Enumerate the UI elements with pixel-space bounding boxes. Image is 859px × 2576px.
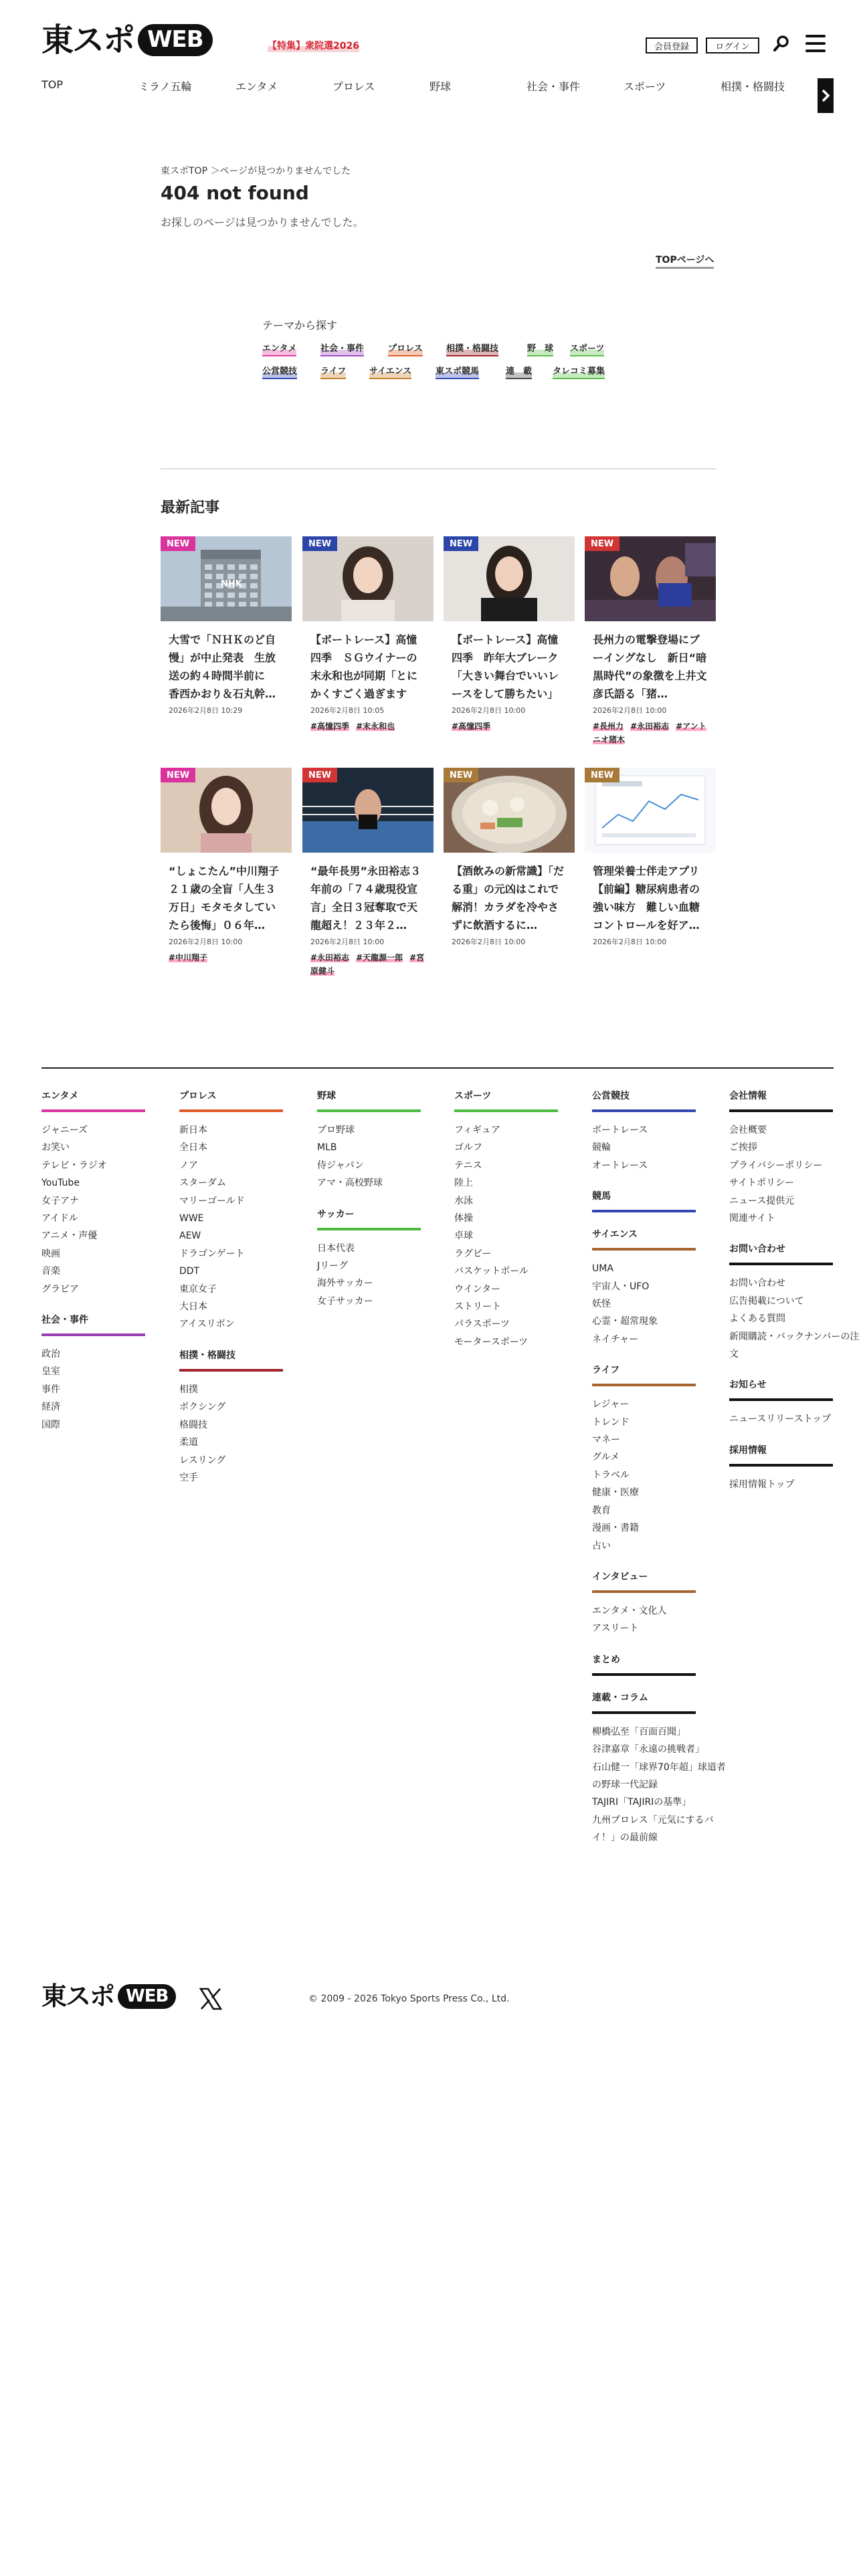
footer-link[interactable]: Jリーグ — [317, 1261, 349, 1272]
footer-link[interactable]: サイトポリシー — [729, 1178, 795, 1189]
article-thumbnail-wrap[interactable] — [444, 536, 575, 621]
article-tags — [452, 720, 567, 733]
article-date: 2026年2月8日 10:00 — [452, 938, 526, 946]
footer-link[interactable]: 経済 — [41, 1402, 60, 1413]
article-title[interactable]: “しょこたん”中川翔子２１歳の全盲「人生３万日」モタモタしていたら後悔」０６年… — [169, 865, 280, 932]
footer-link[interactable]: 女子サッカー — [317, 1295, 373, 1307]
register-button[interactable]: 会員登録 — [646, 37, 698, 53]
nav-item-entertainment[interactable]: エンタメ — [235, 80, 278, 93]
footer-logo-web-badge: WEB — [118, 1984, 176, 2009]
footer-link[interactable]: テレビ・ラジオ — [41, 1160, 107, 1171]
footer-link[interactable]: マネー — [592, 1434, 620, 1446]
theme-tag[interactable]: 東スポ競馬 — [436, 364, 479, 379]
footer-heading[interactable]: エンタメ — [41, 1089, 145, 1112]
new-badge: NEW — [302, 768, 337, 782]
footer-heading[interactable]: 公営競技 — [592, 1089, 696, 1112]
footer-link[interactable]: ストリート — [454, 1301, 501, 1313]
footer-link[interactable]: 会社概要 — [729, 1125, 767, 1136]
site-header — [0, 0, 859, 74]
footer-link[interactable]: ボクシング — [179, 1402, 226, 1413]
theme-tag[interactable]: 連 載 — [506, 364, 532, 379]
theme-tag[interactable]: 相撲・格闘技 — [446, 341, 498, 356]
footer-link-list — [729, 1476, 859, 1493]
footer-link-list — [317, 1121, 451, 1192]
site-logo[interactable] — [41, 21, 213, 59]
footer-link[interactable]: アスリート — [592, 1623, 639, 1634]
article-thumbnail-wrap[interactable] — [444, 768, 575, 853]
article-date: 2026年2月8日 10:00 — [452, 706, 526, 715]
footer-link[interactable]: プライバシーポリシー — [729, 1160, 823, 1171]
footer-link[interactable]: 東京女子 — [179, 1283, 217, 1295]
login-button[interactable]: ログイン — [706, 37, 759, 53]
article-date: 2026年2月8日 10:00 — [169, 938, 243, 946]
logo-web-badge: WEB — [138, 24, 213, 56]
footer-link[interactable]: トレンド — [592, 1416, 630, 1428]
footer-link[interactable]: 全日本 — [179, 1142, 207, 1154]
footer-link[interactable]: 音楽 — [41, 1266, 60, 1277]
article-title[interactable]: 【ボートレース】高憧四季 ＳＧウイナーの末永和也が同期「とにかくすごく過ぎます — [310, 633, 418, 700]
article-title[interactable]: 【ボートレース】高憧四季 昨年大ブレーク「大きい舞台でいいレースをして勝ちたい」 — [452, 633, 559, 700]
nav-item-pro-wrestling[interactable]: プロレス — [332, 80, 375, 93]
footer-link[interactable]: 国際 — [41, 1419, 60, 1430]
footer-link-list — [592, 1396, 726, 1555]
footer-link[interactable]: お問い合わせ — [729, 1278, 785, 1289]
article-tag[interactable]: #アントニオ猪木 — [593, 722, 706, 745]
article-card[interactable] — [585, 768, 716, 947]
footer-column — [454, 1089, 588, 1366]
footer-logo-text: 東スポ — [41, 1981, 114, 2011]
theme-tag[interactable]: スポーツ — [570, 341, 604, 356]
footer-link-list — [317, 1240, 451, 1311]
special-feature-link[interactable]: 【特集】衆院選2026 — [268, 39, 359, 52]
article-tag[interactable]: #高憧四季 — [310, 722, 350, 731]
footer-link[interactable]: WWE — [179, 1213, 204, 1224]
footer-link[interactable]: スターダム — [179, 1178, 226, 1189]
latest-articles-title: 最新記事 — [161, 500, 220, 516]
footer-link[interactable]: ウインター — [454, 1283, 501, 1295]
article-date: 2026年2月8日 10:05 — [310, 706, 385, 715]
footer-heading[interactable]: 会社情報 — [729, 1089, 833, 1112]
footer-link[interactable]: YouTube — [41, 1178, 80, 1189]
footer-heading[interactable]: サイエンス — [592, 1227, 696, 1251]
new-badge: NEW — [585, 768, 619, 782]
footer-heading[interactable]: お問い合わせ — [729, 1242, 833, 1265]
footer-link[interactable]: パラスポーツ — [454, 1319, 510, 1330]
theme-tag[interactable]: 公営競技 — [262, 364, 297, 379]
footer-link[interactable]: 谷津嘉章「永遠の挑戦者」 — [592, 1744, 704, 1755]
article-card[interactable] — [585, 536, 716, 747]
footer-link[interactable]: 大日本 — [179, 1301, 207, 1313]
footer-column — [729, 1089, 859, 1508]
footer-link[interactable]: 心霊・超常現象 — [592, 1316, 658, 1327]
article-title[interactable]: 大雪で「ＮＨＫのど自慢」が中止発表 生放送の約４時間半前に 香西かおり＆石丸幹… — [169, 633, 276, 700]
footer-link[interactable]: 空手 — [179, 1472, 198, 1483]
article-card[interactable] — [161, 768, 292, 964]
footer-link[interactable]: 相撲 — [179, 1384, 198, 1395]
footer-heading[interactable]: ライフ — [592, 1363, 696, 1386]
article-date: 2026年2月8日 10:29 — [169, 706, 243, 715]
footer-column — [41, 1089, 175, 1448]
footer-link[interactable]: ノア — [179, 1160, 198, 1171]
new-badge: NEW — [444, 536, 478, 551]
nav-item-baseball[interactable]: 野球 — [430, 80, 452, 93]
new-badge: NEW — [585, 536, 619, 551]
footer-heading[interactable]: サッカー — [317, 1207, 421, 1230]
footer-heading[interactable]: インタビュー — [592, 1570, 696, 1593]
footer-link[interactable]: アイドル — [41, 1213, 78, 1224]
footer-link[interactable]: 柳橋弘至「百面百聞」 — [592, 1726, 686, 1737]
theme-tag[interactable]: 社会・事件 — [320, 341, 364, 356]
copyright: © 2009 - 2026 Tokyo Sports Press Co., Ltd. — [308, 1994, 510, 2004]
footer-link[interactable]: 皇室 — [41, 1366, 60, 1378]
footer-link[interactable]: 採用情報トップ — [729, 1479, 795, 1490]
article-tag[interactable]: #永田裕志 — [630, 722, 670, 731]
nav-item-sumo[interactable]: 相撲・格闘技 — [721, 80, 785, 93]
footer-link[interactable]: ネイチャー — [592, 1333, 639, 1345]
theme-tag[interactable]: エンタメ — [262, 341, 296, 356]
footer-link[interactable]: TAJIRI「TAJIRIの基準」 — [592, 1797, 692, 1808]
footer-column — [179, 1089, 313, 1501]
footer-link[interactable]: テニス — [454, 1160, 482, 1171]
article-tag[interactable]: #天龍源一郎 — [356, 953, 403, 962]
article-title[interactable]: 長州力の電撃登場にブーイングなし 新日“暗黒時代”の象徴を上井文彦氏語る「猪… — [593, 633, 707, 700]
footer-heading[interactable]: 野球 — [317, 1089, 421, 1112]
footer-link[interactable]: アニメ・声優 — [41, 1230, 98, 1242]
footer-link-list — [179, 1121, 313, 1333]
article-tags — [310, 951, 425, 978]
footer-link[interactable]: 事件 — [41, 1384, 60, 1395]
nav-item-top[interactable]: TOP — [41, 78, 64, 91]
article-tags — [310, 720, 425, 733]
search-icon[interactable] — [773, 35, 790, 52]
footer-link[interactable]: 占い — [592, 1540, 611, 1551]
footer-link-list — [179, 1381, 313, 1487]
theme-section-title: テーマから探す — [262, 319, 338, 332]
footer-link[interactable]: プロ野球 — [317, 1125, 355, 1136]
footer-link[interactable]: マリーゴールド — [179, 1195, 245, 1206]
article-tag[interactable]: #長州力 — [593, 722, 624, 731]
footer-link[interactable]: 日本代表 — [317, 1243, 355, 1254]
footer-link[interactable]: DDT — [179, 1266, 200, 1277]
article-tags — [169, 951, 284, 964]
article-card[interactable] — [161, 536, 292, 716]
error-message: お探しのページは見つかりませんでした。 — [161, 216, 364, 229]
new-badge: NEW — [161, 768, 195, 782]
article-title[interactable]: 【酒飲みの新常識】「だる重」の元凶はこれで解消！カラダを冷やさずに飲酒するに… — [452, 865, 565, 932]
article-tag[interactable]: #宮原健斗 — [310, 953, 425, 976]
article-tags — [593, 720, 708, 747]
nav-item-olympics[interactable]: ミラノ五輪 — [138, 80, 192, 93]
footer-link[interactable]: 妖怪 — [592, 1299, 611, 1310]
hamburger-menu-icon[interactable] — [805, 35, 826, 52]
theme-tag[interactable]: サイエンス — [369, 364, 411, 379]
footer-heading[interactable]: お知らせ — [729, 1378, 833, 1401]
footer-heading[interactable]: 連載・コラム — [592, 1691, 696, 1714]
footer-link[interactable]: 新聞購読・バックナンバーの注文 — [729, 1331, 859, 1360]
footer-heading[interactable]: 競馬 — [592, 1189, 696, 1212]
footer-link[interactable]: 競輪 — [592, 1142, 611, 1154]
article-title[interactable]: “最年長男”永田裕志３年前の「７４歳現役宣言」全日３冠奪取で天龍超え！２３年２… — [310, 865, 421, 932]
footer-link[interactable]: レスリング — [179, 1455, 226, 1466]
article-thumbnail-wrap[interactable] — [161, 536, 292, 621]
footer-heading[interactable]: 社会・事件 — [41, 1313, 145, 1336]
footer-link[interactable]: 広告掲載について — [729, 1295, 804, 1307]
footer-link[interactable]: 健康・医療 — [592, 1487, 639, 1499]
nav-item-society[interactable]: 社会・事件 — [527, 80, 581, 93]
footer-link[interactable]: 柔道 — [179, 1437, 198, 1448]
footer-link-list — [729, 1275, 859, 1363]
footer-heading[interactable]: 相撲・格闘技 — [179, 1348, 283, 1372]
footer-link-list — [729, 1121, 859, 1227]
footer-link[interactable]: ジャニーズ — [41, 1125, 88, 1136]
chevron-right-icon — [821, 89, 830, 102]
article-thumbnail-wrap[interactable] — [585, 536, 716, 621]
article-date: 2026年2月8日 10:00 — [593, 706, 667, 715]
theme-tag[interactable]: ライフ — [320, 364, 346, 379]
footer-link-list — [454, 1121, 588, 1351]
footer-link[interactable]: グルメ — [592, 1452, 620, 1463]
footer-heading[interactable]: プロレス — [179, 1089, 283, 1112]
footer-link[interactable]: 体操 — [454, 1213, 473, 1224]
footer-link[interactable]: 関連サイト — [729, 1213, 776, 1224]
footer-link[interactable]: ご挨拶 — [729, 1142, 757, 1154]
footer-divider — [41, 1067, 834, 1069]
footer-link[interactable]: ニュースリリーストップ — [729, 1414, 832, 1425]
footer-logo[interactable] — [41, 1983, 176, 2009]
footer-link-list — [592, 1602, 726, 1638]
article-thumbnail-wrap[interactable] — [161, 768, 292, 853]
footer-heading[interactable]: スポーツ — [454, 1089, 558, 1112]
footer-link[interactable]: ラグビー — [454, 1248, 492, 1259]
section-divider — [161, 468, 716, 469]
footer-link[interactable]: モータースポーツ — [454, 1336, 529, 1348]
footer-link[interactable]: ボートレース — [592, 1125, 648, 1136]
page-title: 404 not found — [161, 182, 309, 204]
svg-text:NHK: NHK — [221, 579, 242, 589]
footer-link[interactable]: オートレース — [592, 1160, 648, 1171]
x-social-icon[interactable] — [199, 1988, 222, 2010]
footer-link-list — [592, 1260, 726, 1348]
footer-link[interactable]: 政治 — [41, 1349, 60, 1360]
global-nav — [41, 78, 818, 113]
footer-link[interactable]: 映画 — [41, 1248, 60, 1259]
theme-tag[interactable]: 野 球 — [527, 341, 553, 356]
footer-link-list — [592, 1121, 726, 1174]
article-tag[interactable]: #中川翔子 — [169, 953, 208, 962]
footer-link-list — [41, 1121, 175, 1298]
footer-link[interactable]: 侍ジャパン — [317, 1160, 364, 1171]
footer-link[interactable]: 陸上 — [454, 1178, 473, 1189]
theme-tag[interactable]: プロレス — [388, 341, 423, 356]
footer-heading[interactable]: 採用情報 — [729, 1443, 833, 1467]
footer-link[interactable]: アマ・高校野球 — [317, 1178, 383, 1189]
article-card[interactable] — [302, 536, 434, 733]
theme-tag[interactable]: タレコミ募集 — [553, 364, 605, 379]
footer-heading[interactable]: まとめ — [592, 1652, 696, 1676]
article-card[interactable] — [444, 536, 575, 733]
footer-link[interactable]: 宇宙人・UFO — [592, 1281, 650, 1292]
article-thumbnail-wrap[interactable] — [302, 536, 434, 621]
nav-item-sports[interactable]: スポーツ — [624, 80, 666, 93]
article-tag[interactable]: #末永和也 — [356, 722, 395, 731]
new-badge: NEW — [161, 536, 195, 551]
footer-link[interactable]: 卓球 — [454, 1230, 473, 1242]
footer-link-list — [592, 1723, 726, 1847]
article-tag[interactable]: #永田裕志 — [310, 953, 350, 962]
top-page-link[interactable]: TOPページへ — [656, 253, 714, 269]
footer-link[interactable]: レジャー — [592, 1399, 630, 1410]
new-badge: NEW — [302, 536, 337, 551]
footer-link[interactable]: アイスリボン — [179, 1319, 235, 1330]
footer-link[interactable]: MLB — [317, 1142, 337, 1154]
article-thumbnail-wrap[interactable] — [302, 768, 434, 853]
article-date: 2026年2月8日 10:00 — [310, 938, 385, 946]
footer-column — [592, 1089, 726, 1862]
article-card[interactable] — [444, 768, 575, 947]
footer-link[interactable]: 新日本 — [179, 1125, 207, 1136]
article-card[interactable] — [302, 768, 434, 978]
footer-link[interactable]: 女子アナ — [41, 1195, 79, 1206]
footer-link[interactable]: ドラゴンゲート — [179, 1248, 245, 1259]
logo-text: 東スポ — [41, 21, 134, 59]
article-date: 2026年2月8日 10:00 — [593, 938, 667, 946]
article-tag[interactable]: #高憧四季 — [452, 722, 491, 731]
footer-link[interactable]: 教育 — [592, 1505, 611, 1516]
footer-link[interactable]: 海外サッカー — [317, 1278, 373, 1289]
footer-link[interactable]: AEW — [179, 1230, 201, 1242]
footer-link[interactable]: トラベル — [592, 1469, 630, 1481]
footer-link[interactable]: グラビア — [41, 1283, 79, 1295]
footer-link[interactable]: 格闘技 — [179, 1419, 207, 1430]
nav-scroll-right-button[interactable] — [818, 78, 834, 113]
footer-column — [317, 1089, 451, 1325]
footer-link-list — [729, 1410, 859, 1428]
footer-link[interactable]: ゴルフ — [454, 1142, 482, 1154]
article-title[interactable]: 管理栄養士伴走アプリ【前編】糖尿病患者の強い味方 難しい血糖コントロールを好ア… — [593, 865, 700, 932]
new-badge: NEW — [444, 768, 478, 782]
footer-link[interactable]: お笑い — [41, 1142, 70, 1154]
footer-link[interactable]: 九州プロレス「元気にするバイ！」の最前線 — [592, 1814, 714, 1844]
footer-link-list — [41, 1346, 175, 1434]
footer-link[interactable]: ニュース提供元 — [729, 1195, 795, 1206]
footer-link[interactable]: バスケットボール — [454, 1266, 529, 1277]
breadcrumb: 東スポTOP ＞ページが見つかりませんでした — [161, 166, 351, 177]
footer-link[interactable]: 漫画・書籍 — [592, 1523, 639, 1534]
footer-link[interactable]: エンタメ・文化人 — [592, 1605, 667, 1616]
footer-link[interactable]: よくある質問 — [729, 1313, 785, 1325]
footer-link[interactable]: フィギュア — [454, 1125, 500, 1136]
footer-link[interactable]: UMA — [592, 1263, 613, 1275]
article-thumbnail-wrap[interactable] — [585, 768, 716, 853]
footer-link[interactable]: 石山健一「球界70年超」球道者の野球一代記録 — [592, 1761, 726, 1790]
footer-link[interactable]: 水泳 — [454, 1195, 473, 1206]
